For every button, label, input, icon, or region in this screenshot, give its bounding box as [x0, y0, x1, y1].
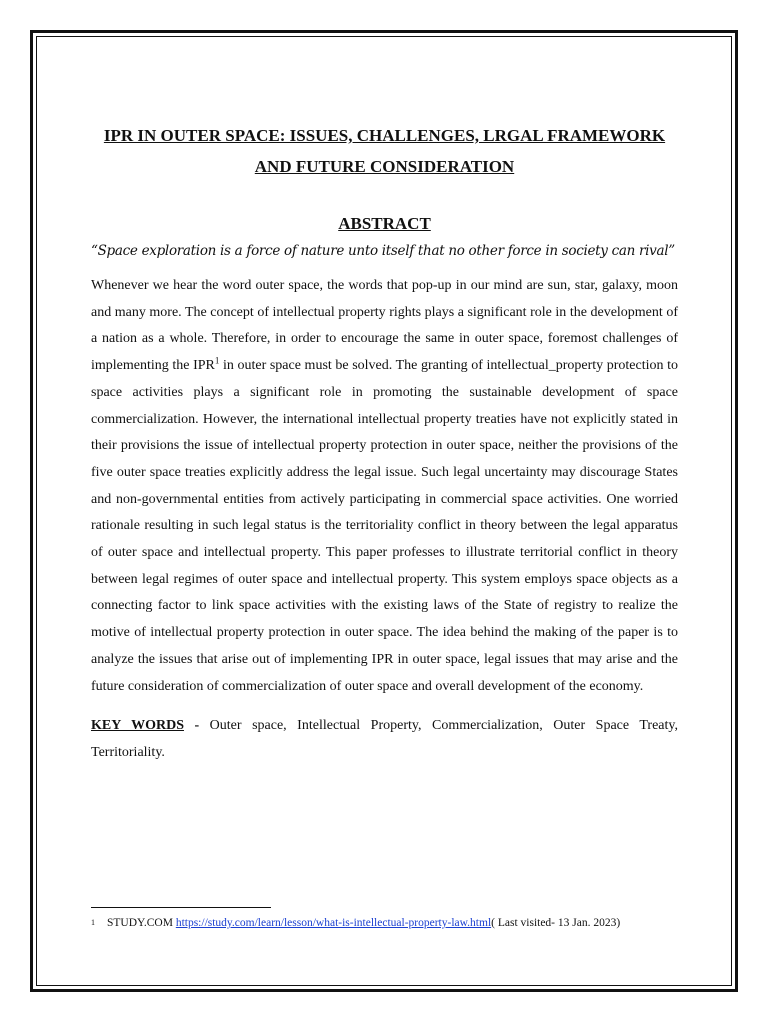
keywords-text: Outer space, Intellectual Property, Commercialization, Outer Space Treaty, Territoriality.	[91, 718, 678, 760]
abstract-body	[91, 273, 678, 700]
footnote-link[interactable]: https://study.com/learn/lesson/what-is-intellectual-property-law.html	[175, 917, 492, 929]
document-content	[91, 120, 678, 766]
footnote-reference[interactable]: 1	[214, 355, 220, 366]
keywords-paragraph	[91, 713, 678, 766]
footnote-visited: ( Last visited- 13 Jan. 2023)	[491, 917, 621, 929]
footnote-number: 1	[91, 918, 95, 927]
abstract-body-part-1: Whenever we hear the word outer space, the words that pop-up in our mind are sun, star, galaxy, moon and many more. The concept of intellectual property rights plays a significant role in the development of a nation as a whole. Therefore, in order to encourage the same in outer space, foremost challenges of implementing the IPR	[91, 278, 678, 374]
footnote-source: STUDY.COM	[107, 917, 176, 929]
keywords-dash: -	[183, 718, 200, 734]
keywords-label: KEY WORDS	[91, 718, 184, 734]
paper-title-line-1: IPR IN OUTER SPACE: ISSUES, CHALLENGES, LRGAL FRAMEWORK	[103, 126, 666, 145]
epigraph-quote: “Space exploration is a force of nature unto itself that no other force in society can rival”	[91, 243, 675, 259]
paper-title	[91, 120, 678, 182]
abstract-body-part-2: in outer space must be solved. The granting of intellectual_property protection to space activities plays a significant role in promoting the sustainable development of space commercialization. However, the international intellectual property treaties have not explicitly stated in their provisions the issue of intellectual property protection in outer space, neither the provisions of the five outer space treaties explicitly address the legal issue. Such legal uncertainty may discourage States and non-governmental entities from actively participating in commercial space activities. One worried rationale resulting in such legal status is the territoriality conflict in theory between the legal apparatus of outer space and intellectual property. This paper professes to illustrate territorial conflict in theory between legal regimes of outer space and intellectual property. This system employs space objects as a connecting factor to link space activities with the existing laws of the State of registry to realize the motive of intellectual property protection in outer space. The idea behind the making of the paper is to analyze the issues that arise out of implementing IPR in outer space, legal issues that may arise and the future consideration of commercialization of outer space and overall development of the economy.	[91, 358, 678, 694]
footnote-separator	[91, 907, 271, 908]
abstract-heading: ABSTRACT	[338, 214, 431, 233]
footnote	[91, 915, 691, 931]
paper-title-line-2: AND FUTURE CONSIDERATION	[254, 157, 515, 176]
